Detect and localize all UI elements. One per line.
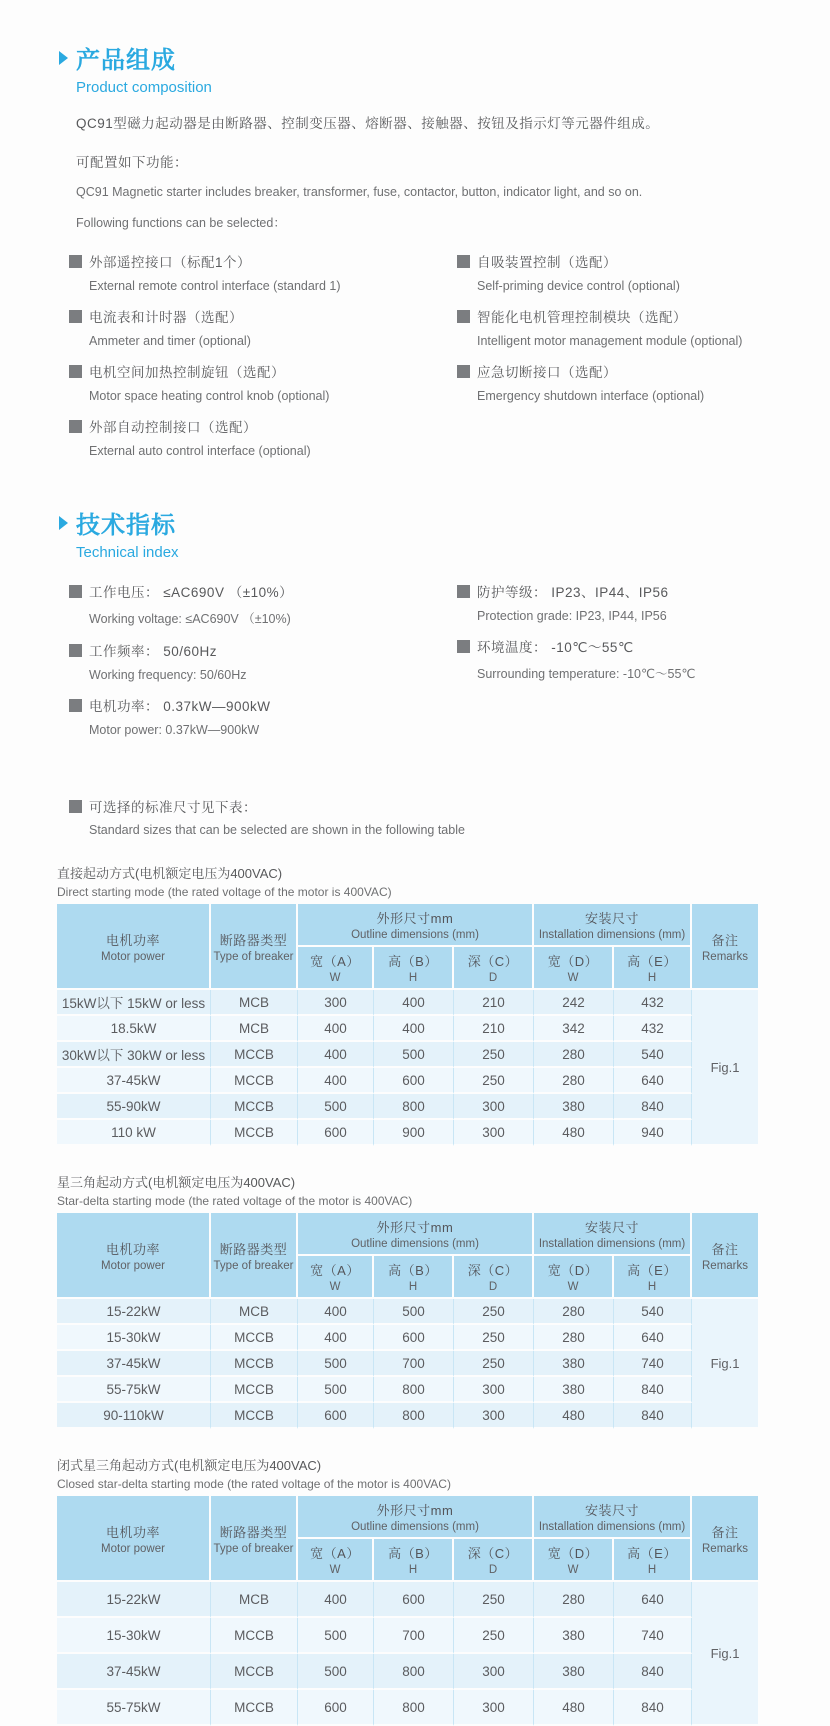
caption-en: Closed star-delta starting mode (the rated voltage of the motor is 400VAC) xyxy=(57,1477,451,1491)
height-e-cell: 840 xyxy=(614,1403,692,1429)
feature-column-right xyxy=(457,251,800,471)
depth-c-cell: 210 xyxy=(454,990,534,1016)
dimensions-table-direct xyxy=(57,904,758,1146)
remark-cell: Fig.1 xyxy=(692,1582,758,1726)
header-height-b: 高（B） H xyxy=(374,947,454,990)
square-bullet-icon xyxy=(69,420,82,433)
height-e-cell: 840 xyxy=(614,1094,692,1120)
caption-zh: 闭式星三角起动方式(电机额定电压为400VAC) xyxy=(57,1458,322,1473)
depth-c-cell: 300 xyxy=(454,1690,534,1726)
width-a-cell: 500 xyxy=(298,1377,374,1403)
breaker-type-cell: MCCB xyxy=(211,1377,298,1403)
square-bullet-icon xyxy=(457,310,470,323)
caption-en: Direct starting mode (the rated voltage of the motor is 400VAC) xyxy=(57,885,392,899)
table-row xyxy=(57,1094,758,1120)
depth-c-cell: 250 xyxy=(454,1068,534,1094)
table-row xyxy=(57,1042,758,1068)
spec-column-right xyxy=(457,581,800,750)
breaker-type-cell: MCB xyxy=(211,1299,298,1325)
breaker-type-cell: MCCB xyxy=(211,1120,298,1146)
header-height-e: 高（E） H xyxy=(614,1256,692,1299)
motor-power-cell: 15-22kW xyxy=(57,1299,211,1325)
width-a-cell: 600 xyxy=(298,1120,374,1146)
spec-columns xyxy=(69,581,800,750)
feature-label-en: Motor space heating control knob (optional) xyxy=(89,389,330,403)
height-b-cell: 700 xyxy=(374,1351,454,1377)
breaker-type-cell: MCCB xyxy=(211,1351,298,1377)
square-bullet-icon xyxy=(457,365,470,378)
feature-label-en: Emergency shutdown interface (optional) xyxy=(477,389,705,403)
width-d-cell: 280 xyxy=(534,1299,614,1325)
height-b-cell: 800 xyxy=(374,1377,454,1403)
header-breaker-type: 断路器类型 Type of breaker xyxy=(211,904,298,990)
height-b-cell: 800 xyxy=(374,1690,454,1726)
spec-item xyxy=(69,581,457,627)
square-bullet-icon xyxy=(69,310,82,323)
table-row xyxy=(57,1325,758,1351)
width-d-cell: 380 xyxy=(534,1618,614,1654)
height-e-cell: 840 xyxy=(614,1654,692,1690)
header-motor-power: 电机功率 Motor power xyxy=(57,1496,211,1582)
breaker-type-cell: MCB xyxy=(211,1016,298,1042)
breaker-type-cell: MCCB xyxy=(211,1403,298,1429)
width-d-cell: 280 xyxy=(534,1068,614,1094)
width-a-cell: 400 xyxy=(298,1042,374,1068)
feature-label-zh: 智能化电机管理控制模块（选配） xyxy=(477,310,687,325)
width-d-cell: 342 xyxy=(534,1016,614,1042)
table-row xyxy=(57,1120,758,1146)
table-row xyxy=(57,1582,758,1618)
section-title-zh: 产品组成 xyxy=(76,47,176,74)
feature-label-en: External remote control interface (standard 1) xyxy=(89,279,341,293)
spec-label-zh: 环境温度： -10℃～55℃ xyxy=(477,640,634,655)
arrow-right-icon xyxy=(59,51,68,65)
width-a-cell: 400 xyxy=(298,1325,374,1351)
table-header xyxy=(57,904,758,990)
square-bullet-icon xyxy=(69,585,82,598)
feature-columns xyxy=(69,251,800,471)
spec-label-en: Protection grade: IP23, IP44, IP56 xyxy=(477,609,667,623)
breaker-type-cell: MCCB xyxy=(211,1325,298,1351)
width-a-cell: 500 xyxy=(298,1351,374,1377)
table-header xyxy=(57,1213,758,1299)
spec-label-en: Motor power: 0.37kW—900kW xyxy=(89,723,260,737)
spec-label-zh: 防护等级： IP23、IP44、IP56 xyxy=(477,585,669,600)
spec-item xyxy=(69,640,457,682)
table-row xyxy=(57,1068,758,1094)
width-d-cell: 380 xyxy=(534,1351,614,1377)
breaker-type-cell: MCCB xyxy=(211,1042,298,1068)
caption-en: Star-delta starting mode (the rated voltage of the motor is 400VAC) xyxy=(57,1194,413,1208)
width-d-cell: 280 xyxy=(534,1325,614,1351)
breaker-type-cell: MCCB xyxy=(211,1094,298,1120)
motor-power-cell: 15-30kW xyxy=(57,1618,211,1654)
depth-c-cell: 250 xyxy=(454,1042,534,1068)
motor-power-cell: 37-45kW xyxy=(57,1351,211,1377)
header-width-d: 宽（D） W xyxy=(534,1256,614,1299)
height-b-cell: 400 xyxy=(374,1016,454,1042)
width-d-cell: 480 xyxy=(534,1120,614,1146)
feature-label-zh: 电机空间加热控制旋钮（选配） xyxy=(89,365,285,380)
table-row xyxy=(57,1299,758,1325)
height-b-cell: 800 xyxy=(374,1403,454,1429)
motor-power-cell: 37-45kW xyxy=(57,1068,211,1094)
depth-c-cell: 300 xyxy=(454,1654,534,1690)
spec-label-zh: 电机功率： 0.37kW—900kW xyxy=(89,699,271,714)
header-motor-power: 电机功率 Motor power xyxy=(57,904,211,990)
feature-label-en: Ammeter and timer (optional) xyxy=(89,334,251,348)
feature-item xyxy=(457,361,800,403)
breaker-type-cell: MCB xyxy=(211,1582,298,1618)
height-b-cell: 600 xyxy=(374,1325,454,1351)
height-b-cell: 600 xyxy=(374,1582,454,1618)
motor-power-cell: 55-75kW xyxy=(57,1690,211,1726)
spec-label-en: Working frequency: 50/60Hz xyxy=(89,668,247,682)
height-b-cell: 600 xyxy=(374,1068,454,1094)
table-body xyxy=(57,1582,758,1726)
header-remarks: 备注 Remarks xyxy=(692,1213,758,1299)
header-installation-dimensions: 安装尺寸 Installation dimensions (mm) xyxy=(534,1496,692,1539)
motor-power-cell: 55-90kW xyxy=(57,1094,211,1120)
height-e-cell: 540 xyxy=(614,1299,692,1325)
motor-power-cell: 15-22kW xyxy=(57,1582,211,1618)
depth-c-cell: 300 xyxy=(454,1377,534,1403)
height-e-cell: 940 xyxy=(614,1120,692,1146)
table-row xyxy=(57,1016,758,1042)
breaker-type-cell: MCCB xyxy=(211,1068,298,1094)
header-outline-dimensions: 外形尺寸mm Outline dimensions (mm) xyxy=(298,1496,534,1539)
width-a-cell: 600 xyxy=(298,1403,374,1429)
motor-power-cell: 18.5kW xyxy=(57,1016,211,1042)
feature-item xyxy=(69,306,457,348)
depth-c-cell: 250 xyxy=(454,1299,534,1325)
header-outline-dimensions: 外形尺寸mm Outline dimensions (mm) xyxy=(298,1213,534,1256)
width-d-cell: 480 xyxy=(534,1403,614,1429)
spec-label-zh: 工作频率： 50/60Hz xyxy=(89,644,218,659)
square-bullet-icon xyxy=(457,585,470,598)
header-remarks: 备注 Remarks xyxy=(692,1496,758,1582)
section-product-composition xyxy=(57,40,800,471)
header-width-a: 宽（A） W xyxy=(298,947,374,990)
width-a-cell: 400 xyxy=(298,1016,374,1042)
feature-label-en: External auto control interface (optional) xyxy=(89,444,311,458)
height-b-cell: 800 xyxy=(374,1654,454,1690)
width-d-cell: 380 xyxy=(534,1654,614,1690)
feature-column-left xyxy=(69,251,457,471)
table-row xyxy=(57,1377,758,1403)
feature-label-en: Intelligent motor management module (optional) xyxy=(477,334,743,348)
spec-label-en: Working voltage: ≤AC690V （±10%) xyxy=(89,612,291,626)
height-e-cell: 840 xyxy=(614,1377,692,1403)
depth-c-cell: 250 xyxy=(454,1618,534,1654)
table-row xyxy=(57,1403,758,1429)
depth-c-cell: 250 xyxy=(454,1325,534,1351)
width-d-cell: 242 xyxy=(534,990,614,1016)
height-b-cell: 400 xyxy=(374,990,454,1016)
height-b-cell: 900 xyxy=(374,1120,454,1146)
depth-c-cell: 250 xyxy=(454,1582,534,1618)
feature-item xyxy=(69,361,457,403)
square-bullet-icon xyxy=(457,640,470,653)
depth-c-cell: 300 xyxy=(454,1094,534,1120)
caption-zh: 星三角起动方式(电机额定电压为400VAC) xyxy=(57,1175,296,1190)
table-body xyxy=(57,1299,758,1429)
height-e-cell: 640 xyxy=(614,1325,692,1351)
table-row xyxy=(57,990,758,1016)
header-height-e: 高（E） H xyxy=(614,947,692,990)
width-d-cell: 280 xyxy=(534,1582,614,1618)
depth-c-cell: 250 xyxy=(454,1351,534,1377)
width-d-cell: 280 xyxy=(534,1042,614,1068)
table-row xyxy=(57,1690,758,1726)
header-width-a: 宽（A） W xyxy=(298,1539,374,1582)
feature-label-zh: 自吸装置控制（选配） xyxy=(477,255,617,270)
header-width-d: 宽（D） W xyxy=(534,1539,614,1582)
motor-power-cell: 55-75kW xyxy=(57,1377,211,1403)
width-d-cell: 480 xyxy=(534,1690,614,1726)
breaker-type-cell: MCCB xyxy=(211,1654,298,1690)
height-b-cell: 800 xyxy=(374,1094,454,1120)
breaker-type-cell: MCCB xyxy=(211,1690,298,1726)
intro-line-en-2: Following functions can be selected： xyxy=(76,216,286,230)
header-outline-dimensions: 外形尺寸mm Outline dimensions (mm) xyxy=(298,904,534,947)
feature-label-zh: 外部遥控接口（标配1个） xyxy=(89,255,252,270)
width-a-cell: 500 xyxy=(298,1094,374,1120)
table-caption-star-delta xyxy=(57,1172,800,1208)
section-title-en: Product composition xyxy=(76,79,212,96)
table-row xyxy=(57,1618,758,1654)
section-heading xyxy=(59,40,800,75)
width-a-cell: 500 xyxy=(298,1654,374,1690)
section-heading xyxy=(59,505,800,540)
header-motor-power: 电机功率 Motor power xyxy=(57,1213,211,1299)
motor-power-cell: 110 kW xyxy=(57,1120,211,1146)
feature-item xyxy=(457,306,800,348)
remark-cell: Fig.1 xyxy=(692,990,758,1146)
motor-power-cell: 90-110kW xyxy=(57,1403,211,1429)
breaker-type-cell: MCCB xyxy=(211,1618,298,1654)
arrow-right-icon xyxy=(59,516,68,530)
spec-item xyxy=(69,695,457,737)
width-d-cell: 380 xyxy=(534,1094,614,1120)
square-bullet-icon xyxy=(69,699,82,712)
header-installation-dimensions: 安装尺寸 Installation dimensions (mm) xyxy=(534,1213,692,1256)
width-a-cell: 500 xyxy=(298,1618,374,1654)
height-e-cell: 432 xyxy=(614,990,692,1016)
table-body xyxy=(57,990,758,1146)
note-en: Standard sizes that can be selected are shown in the following table xyxy=(89,823,465,837)
caption-zh: 直接起动方式(电机额定电压为400VAC) xyxy=(57,866,283,881)
height-b-cell: 700 xyxy=(374,1618,454,1654)
table-caption-closed-star-delta xyxy=(57,1455,800,1491)
breaker-type-cell: MCB xyxy=(211,990,298,1016)
square-bullet-icon xyxy=(69,255,82,268)
header-depth-c: 深（C） D xyxy=(454,1539,534,1582)
header-height-b: 高（B） H xyxy=(374,1539,454,1582)
header-breaker-type: 断路器类型 Type of breaker xyxy=(211,1496,298,1582)
spec-item xyxy=(457,636,800,682)
feature-item xyxy=(457,251,800,293)
height-e-cell: 540 xyxy=(614,1042,692,1068)
height-e-cell: 432 xyxy=(614,1016,692,1042)
square-bullet-icon xyxy=(69,800,82,813)
header-breaker-type: 断路器类型 Type of breaker xyxy=(211,1213,298,1299)
square-bullet-icon xyxy=(69,644,82,657)
feature-item xyxy=(69,251,457,293)
height-e-cell: 640 xyxy=(614,1582,692,1618)
height-e-cell: 740 xyxy=(614,1618,692,1654)
spec-label-zh: 工作电压： ≤AC690V （±10%） xyxy=(89,585,294,600)
remark-cell: Fig.1 xyxy=(692,1299,758,1429)
width-a-cell: 400 xyxy=(298,1299,374,1325)
header-width-d: 宽（D） W xyxy=(534,947,614,990)
spec-label-en: Surrounding temperature: -10℃～55℃ xyxy=(477,667,696,681)
motor-power-cell: 15kW以下 15kW or less xyxy=(57,990,211,1016)
feature-label-zh: 电流表和计时器（选配） xyxy=(89,310,243,325)
header-height-e: 高（E） H xyxy=(614,1539,692,1582)
feature-label-zh: 应急切断接口（选配） xyxy=(477,365,617,380)
square-bullet-icon xyxy=(457,255,470,268)
header-depth-c: 深（C） D xyxy=(454,947,534,990)
dimensions-table-star-delta xyxy=(57,1213,758,1429)
spec-item xyxy=(457,581,800,623)
depth-c-cell: 300 xyxy=(454,1120,534,1146)
height-b-cell: 500 xyxy=(374,1042,454,1068)
intro-paragraphs xyxy=(76,112,800,231)
header-remarks: 备注 Remarks xyxy=(692,904,758,990)
width-a-cell: 400 xyxy=(298,1068,374,1094)
spec-column-left xyxy=(69,581,457,750)
depth-c-cell: 300 xyxy=(454,1403,534,1429)
height-e-cell: 740 xyxy=(614,1351,692,1377)
motor-power-cell: 15-30kW xyxy=(57,1325,211,1351)
feature-item xyxy=(69,416,457,458)
section-technical-index xyxy=(57,505,800,750)
height-b-cell: 500 xyxy=(374,1299,454,1325)
table-row xyxy=(57,1654,758,1690)
header-width-a: 宽（A） W xyxy=(298,1256,374,1299)
feature-label-zh: 外部自动控制接口（选配） xyxy=(89,420,257,435)
feature-label-en: Self-priming device control (optional) xyxy=(477,279,680,293)
header-installation-dimensions: 安装尺寸 Installation dimensions (mm) xyxy=(534,904,692,947)
motor-power-cell: 37-45kW xyxy=(57,1654,211,1690)
table-caption-direct xyxy=(57,863,800,899)
section-title-en: Technical index xyxy=(76,544,179,561)
depth-c-cell: 210 xyxy=(454,1016,534,1042)
width-a-cell: 400 xyxy=(298,1582,374,1618)
header-depth-c: 深（C） D xyxy=(454,1256,534,1299)
section-title-zh: 技术指标 xyxy=(76,512,176,539)
intro-line-zh-1: QC91型磁力起动器是由断路器、控制变压器、熔断器、接触器、按钮及指示灯等元器件组成。 xyxy=(76,116,660,131)
intro-line-zh-2: 可配置如下功能： xyxy=(76,155,188,170)
height-e-cell: 840 xyxy=(614,1690,692,1726)
table-row xyxy=(57,1351,758,1377)
note-zh: 可选择的标准尺寸见下表： xyxy=(89,800,257,815)
motor-power-cell: 30kW以下 30kW or less xyxy=(57,1042,211,1068)
width-a-cell: 600 xyxy=(298,1690,374,1726)
header-height-b: 高（B） H xyxy=(374,1256,454,1299)
standard-sizes-note xyxy=(69,796,800,837)
width-a-cell: 300 xyxy=(298,990,374,1016)
square-bullet-icon xyxy=(69,365,82,378)
dimensions-table-closed-star-delta xyxy=(57,1496,758,1726)
intro-line-en-1: QC91 Magnetic starter includes breaker, transformer, fuse, contactor, button, indicator light, and so on. xyxy=(76,185,643,199)
width-d-cell: 380 xyxy=(534,1377,614,1403)
table-header xyxy=(57,1496,758,1582)
height-e-cell: 640 xyxy=(614,1068,692,1094)
